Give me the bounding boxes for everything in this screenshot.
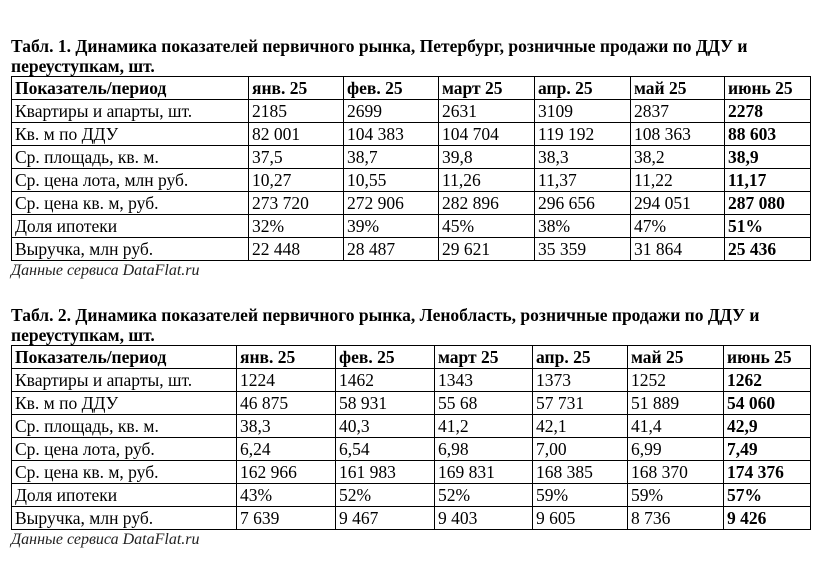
table1-body bbox=[12, 100, 811, 261]
value-cell: 162 966 bbox=[237, 461, 336, 484]
table1-header-jan: янв. 25 bbox=[249, 77, 344, 100]
table-row bbox=[12, 169, 811, 192]
value-cell: 22 448 bbox=[249, 238, 344, 261]
row-label-cell: Ср. цена кв. м, руб. bbox=[12, 192, 249, 215]
table-row bbox=[12, 484, 811, 507]
value-cell: 41,4 bbox=[628, 415, 724, 438]
value-cell: 296 656 bbox=[535, 192, 631, 215]
value-cell: 1224 bbox=[237, 369, 336, 392]
value-cell: 51 889 bbox=[628, 392, 724, 415]
table-row bbox=[12, 146, 811, 169]
table-row bbox=[12, 192, 811, 215]
value-cell: 11,17 bbox=[725, 169, 811, 192]
row-label-cell: Кв. м по ДДУ bbox=[12, 123, 249, 146]
table1-header-feb: фев. 25 bbox=[344, 77, 439, 100]
value-cell: 272 906 bbox=[344, 192, 439, 215]
value-cell: 9 426 bbox=[724, 507, 811, 530]
value-cell: 38,3 bbox=[237, 415, 336, 438]
value-cell: 46 875 bbox=[237, 392, 336, 415]
value-cell: 1462 bbox=[336, 369, 435, 392]
value-cell: 11,26 bbox=[439, 169, 535, 192]
value-cell: 37,5 bbox=[249, 146, 344, 169]
value-cell: 9 467 bbox=[336, 507, 435, 530]
value-cell: 52% bbox=[435, 484, 533, 507]
value-cell: 38,3 bbox=[535, 146, 631, 169]
table-row bbox=[12, 369, 811, 392]
value-cell: 2837 bbox=[631, 100, 725, 123]
value-cell: 9 605 bbox=[533, 507, 628, 530]
value-cell: 57% bbox=[724, 484, 811, 507]
value-cell: 1262 bbox=[724, 369, 811, 392]
value-cell: 287 080 bbox=[725, 192, 811, 215]
value-cell: 104 704 bbox=[439, 123, 535, 146]
table2-header-jan: янв. 25 bbox=[237, 346, 336, 369]
value-cell: 39% bbox=[344, 215, 439, 238]
table2-header-feb: фев. 25 bbox=[336, 346, 435, 369]
value-cell: 88 603 bbox=[725, 123, 811, 146]
value-cell: 58 931 bbox=[336, 392, 435, 415]
value-cell: 28 487 bbox=[344, 238, 439, 261]
value-cell: 2631 bbox=[439, 100, 535, 123]
table2-header-apr: апр. 25 bbox=[533, 346, 628, 369]
value-cell: 38,9 bbox=[725, 146, 811, 169]
value-cell: 294 051 bbox=[631, 192, 725, 215]
value-cell: 41,2 bbox=[435, 415, 533, 438]
value-cell: 54 060 bbox=[724, 392, 811, 415]
value-cell: 47% bbox=[631, 215, 725, 238]
value-cell: 40,3 bbox=[336, 415, 435, 438]
row-label-cell: Выручка, млн руб. bbox=[12, 238, 249, 261]
value-cell: 7,00 bbox=[533, 438, 628, 461]
table1-header-may: май 25 bbox=[631, 77, 725, 100]
value-cell: 8 736 bbox=[628, 507, 724, 530]
value-cell: 168 370 bbox=[628, 461, 724, 484]
table1-header-indicator: Показатель/период bbox=[12, 77, 249, 100]
table2 bbox=[11, 345, 811, 530]
value-cell: 43% bbox=[237, 484, 336, 507]
value-cell: 10,27 bbox=[249, 169, 344, 192]
row-label-cell: Ср. площадь, кв. м. bbox=[12, 415, 237, 438]
table1-header-mar: март 25 bbox=[439, 77, 535, 100]
value-cell: 55 68 bbox=[435, 392, 533, 415]
table1-source-note: Данные сервиса DataFlat.ru bbox=[11, 262, 200, 279]
value-cell: 169 831 bbox=[435, 461, 533, 484]
value-cell: 6,98 bbox=[435, 438, 533, 461]
table1-header-apr: апр. 25 bbox=[535, 77, 631, 100]
row-label-cell: Доля ипотеки bbox=[12, 215, 249, 238]
value-cell: 51% bbox=[725, 215, 811, 238]
value-cell: 42,1 bbox=[533, 415, 628, 438]
value-cell: 2185 bbox=[249, 100, 344, 123]
value-cell: 32% bbox=[249, 215, 344, 238]
value-cell: 38% bbox=[535, 215, 631, 238]
value-cell: 25 436 bbox=[725, 238, 811, 261]
table-row bbox=[12, 123, 811, 146]
value-cell: 7 639 bbox=[237, 507, 336, 530]
value-cell: 57 731 bbox=[533, 392, 628, 415]
value-cell: 6,54 bbox=[336, 438, 435, 461]
row-label-cell: Кв. м по ДДУ bbox=[12, 392, 237, 415]
table2-title: Табл. 2. Динамика показателей первичного рынка, Ленобласть, розничные продажи по ДДУ и переуступкам, шт. bbox=[11, 305, 760, 345]
value-cell: 9 403 bbox=[435, 507, 533, 530]
value-cell: 7,49 bbox=[724, 438, 811, 461]
table-row bbox=[12, 461, 811, 484]
value-cell: 10,55 bbox=[344, 169, 439, 192]
row-label-cell: Ср. цена лота, руб. bbox=[12, 438, 237, 461]
value-cell: 2699 bbox=[344, 100, 439, 123]
value-cell: 6,99 bbox=[628, 438, 724, 461]
value-cell: 11,22 bbox=[631, 169, 725, 192]
table-row bbox=[12, 215, 811, 238]
value-cell: 29 621 bbox=[439, 238, 535, 261]
table2-header-mar: март 25 bbox=[435, 346, 533, 369]
value-cell: 52% bbox=[336, 484, 435, 507]
table2-header-jun: июнь 25 bbox=[724, 346, 811, 369]
value-cell: 38,2 bbox=[631, 146, 725, 169]
value-cell: 38,7 bbox=[344, 146, 439, 169]
value-cell: 2278 bbox=[725, 100, 811, 123]
table-row bbox=[12, 238, 811, 261]
value-cell: 35 359 bbox=[535, 238, 631, 261]
value-cell: 42,9 bbox=[724, 415, 811, 438]
table2-header-may: май 25 bbox=[628, 346, 724, 369]
value-cell: 3109 bbox=[535, 100, 631, 123]
value-cell: 1252 bbox=[628, 369, 724, 392]
table2-header-indicator: Показатель/период bbox=[12, 346, 237, 369]
value-cell: 282 896 bbox=[439, 192, 535, 215]
value-cell: 174 376 bbox=[724, 461, 811, 484]
value-cell: 161 983 bbox=[336, 461, 435, 484]
table2-source-note: Данные сервиса DataFlat.ru bbox=[11, 531, 200, 548]
table1-title: Табл. 1. Динамика показателей первичного рынка, Петербург, розничные продажи по ДДУ и переуступкам, шт. bbox=[11, 36, 748, 76]
value-cell: 59% bbox=[628, 484, 724, 507]
table1-block bbox=[11, 36, 811, 281]
value-cell: 273 720 bbox=[249, 192, 344, 215]
value-cell: 39,8 bbox=[439, 146, 535, 169]
row-label-cell: Ср. площадь, кв. м. bbox=[12, 146, 249, 169]
value-cell: 168 385 bbox=[533, 461, 628, 484]
value-cell: 119 192 bbox=[535, 123, 631, 146]
table2-block bbox=[11, 305, 811, 550]
row-label-cell: Выручка, млн руб. bbox=[12, 507, 237, 530]
value-cell: 1343 bbox=[435, 369, 533, 392]
row-label-cell: Ср. цена лота, млн руб. bbox=[12, 169, 249, 192]
table1 bbox=[11, 76, 811, 261]
value-cell: 59% bbox=[533, 484, 628, 507]
value-cell: 11,37 bbox=[535, 169, 631, 192]
value-cell: 104 383 bbox=[344, 123, 439, 146]
table2-header-row bbox=[12, 346, 811, 369]
table-row bbox=[12, 438, 811, 461]
row-label-cell: Квартиры и апарты, шт. bbox=[12, 369, 237, 392]
table2-body bbox=[12, 369, 811, 530]
table-row bbox=[12, 100, 811, 123]
table1-header-row bbox=[12, 77, 811, 100]
table-row bbox=[12, 392, 811, 415]
table1-header-jun: июнь 25 bbox=[725, 77, 811, 100]
table-row bbox=[12, 415, 811, 438]
value-cell: 82 001 bbox=[249, 123, 344, 146]
row-label-cell: Ср. цена кв. м, руб. bbox=[12, 461, 237, 484]
row-label-cell: Квартиры и апарты, шт. bbox=[12, 100, 249, 123]
value-cell: 45% bbox=[439, 215, 535, 238]
table-row bbox=[12, 507, 811, 530]
value-cell: 108 363 bbox=[631, 123, 725, 146]
value-cell: 6,24 bbox=[237, 438, 336, 461]
row-label-cell: Доля ипотеки bbox=[12, 484, 237, 507]
value-cell: 31 864 bbox=[631, 238, 725, 261]
value-cell: 1373 bbox=[533, 369, 628, 392]
